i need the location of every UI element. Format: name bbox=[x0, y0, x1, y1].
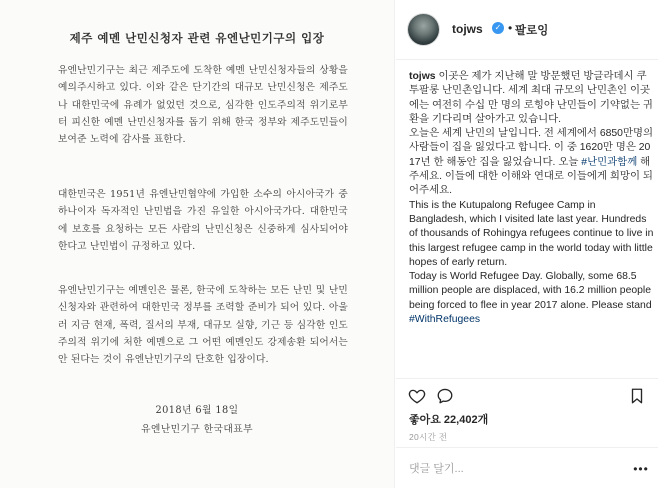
comment-bar bbox=[396, 447, 658, 489]
hashtag-link-ko[interactable]: #난민과함께 bbox=[581, 156, 638, 168]
statement-date: 2018년 6월 18일 bbox=[155, 405, 239, 416]
comment-icon[interactable] bbox=[436, 387, 454, 405]
heart-icon[interactable] bbox=[408, 387, 426, 405]
caption-ko-part-2: 오늘은 세계 난민의 날입니다. 전 세계에서 6850만명의 사람들이 집을 잃었다고 합니다. 이 중 1620만 명은 2017년 한 해동안 집을 잃었습니다. 오늘 bbox=[409, 128, 654, 168]
statement-paragraph-3: 유엔난민기구는 예멘인은 물론, 한국에 도착하는 모든 난민 및 난민신청자와 관련하여 대한민국 정부를 조력할 준비가 되어 있다. 아울러 지금 현재, 폭력, 질서의 부재, 대규모 실향, 기근 등 심각한 인도주의적 위기에 처한 예멘으로 그 어떤 예멘인도 강제송환 되어서는 안 된다는 것이 유엔난민기구의 단호한 입장이다. bbox=[58, 285, 348, 366]
bookmark-icon[interactable] bbox=[628, 387, 646, 405]
username-link[interactable]: tojws bbox=[452, 22, 483, 36]
more-options-icon[interactable]: ••• bbox=[633, 462, 649, 476]
statement-paragraph-1: 유엔난민기구는 최근 제주도에 도착한 예멘 난민신청자들의 상황을 예의주시하고 있다. 이와 같은 단기간의 대규모 난민신청은 제주도나 대한민국에 유례가 없었던 것으로, 심각한 인도주의적 위기로부터 피신한 예멘 난민신청자를 돕기 위해 한국 정부와 제주도민들이 보여준 노력에 감사를 표한다. bbox=[58, 65, 348, 146]
following-button[interactable]: 팔로잉 bbox=[515, 22, 548, 38]
caption-en-part-2: Today is World Refugee Day. Globally, some 68.5 million people are displaced, with 16.2 million people being forced to flee in year 2017 alone. Please stand bbox=[409, 271, 652, 311]
post-side-panel bbox=[396, 0, 658, 488]
header-separator: • bbox=[508, 21, 513, 35]
statement-title: 제주 예멘 난민신청자 관련 유엔난민기구의 입장 bbox=[69, 31, 325, 45]
caption-ko-part-1: 이곳은 제가 지난해 말 방문했던 방글라데시 쿠투팔롱 난민촌입니다. 세계 최대 규모의 난민촌인 이곳에는 여전히 수십 만 명의 로힝야 난민들이 기약없는 귀환을 기다리며 살아가고 있습니다. bbox=[409, 71, 653, 125]
post-caption bbox=[409, 70, 654, 327]
statement-organization: 유엔난민기구 한국대표부 bbox=[140, 424, 253, 435]
statement-paragraph-2: 대한민국은 1951년 유엔난민협약에 가입한 소수의 아시아국가 중 하나이자 독자적인 난민법을 가진 유일한 아시아국가다. 대한민국에 보호를 요청하는 모든 사람의 난민신청은 신중하게 심사되어야 한다고 난민법이 규정하고 있다. bbox=[58, 189, 348, 252]
hashtag-link-en[interactable]: #WithRefugees bbox=[409, 314, 481, 326]
comment-input[interactable] bbox=[409, 460, 609, 478]
caption-en-part-1: This is the Kutupalong Refugee Camp in Bangladesh, which I visited late last year. Hundreds of thousands of Rohingya refugees continue to live in this largest refugee camp in the world today with little hopes of early return. bbox=[409, 199, 654, 268]
post-actions bbox=[396, 378, 658, 488]
post-timestamp[interactable]: 20시간 전 bbox=[409, 432, 448, 442]
avatar[interactable] bbox=[408, 14, 439, 45]
post-header bbox=[396, 0, 658, 60]
caption-username-link[interactable]: tojws bbox=[409, 71, 436, 82]
like-count[interactable]: 좋아요 22,402개 bbox=[409, 414, 489, 426]
caption-ko-part-3: 해주세요. 이들에 대한 이해와 연대로 이들에게 희망이 되어주세요. bbox=[409, 156, 653, 197]
verified-badge-icon: ✓ bbox=[492, 22, 504, 34]
